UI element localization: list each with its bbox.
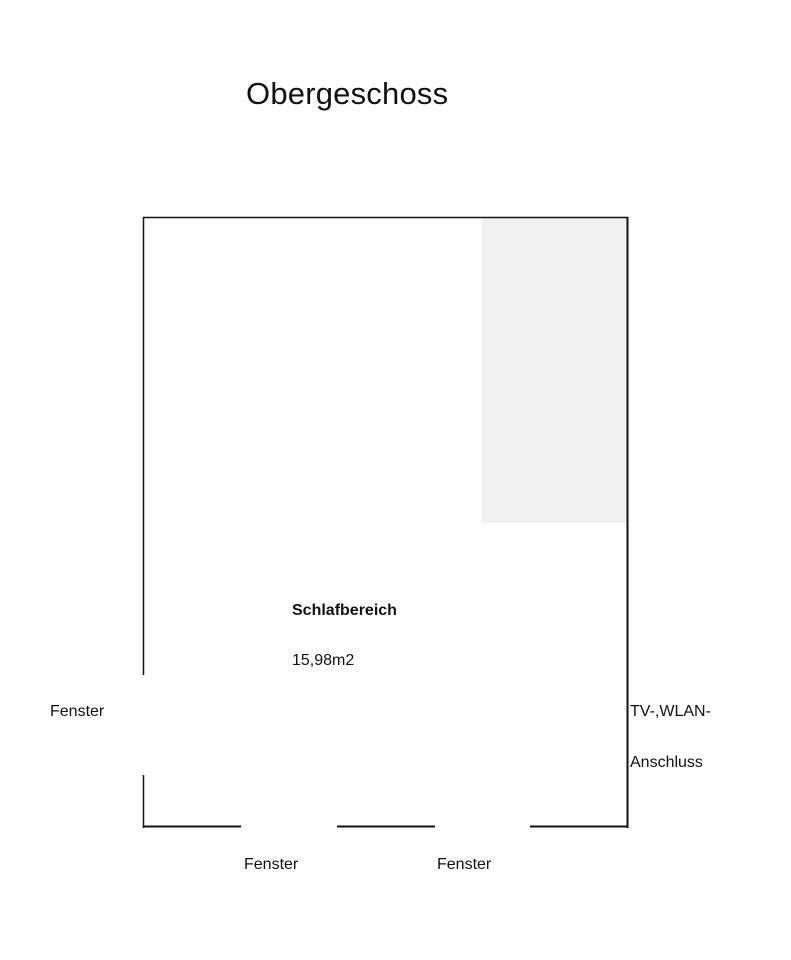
connection-label-line-1: TV-,WLAN- — [630, 703, 711, 720]
connection-label-line-2: Anschluss — [630, 754, 703, 771]
shaded-area — [482, 218, 627, 523]
plan-title: Obergeschoss — [246, 76, 449, 111]
window-label-left: Fenster — [50, 703, 105, 720]
room-name: Schlafbereich — [292, 602, 397, 619]
window-label-bottom-1: Fenster — [244, 856, 299, 873]
room-area: 15,98m2 — [292, 652, 355, 669]
window-label-bottom-2: Fenster — [437, 856, 492, 873]
